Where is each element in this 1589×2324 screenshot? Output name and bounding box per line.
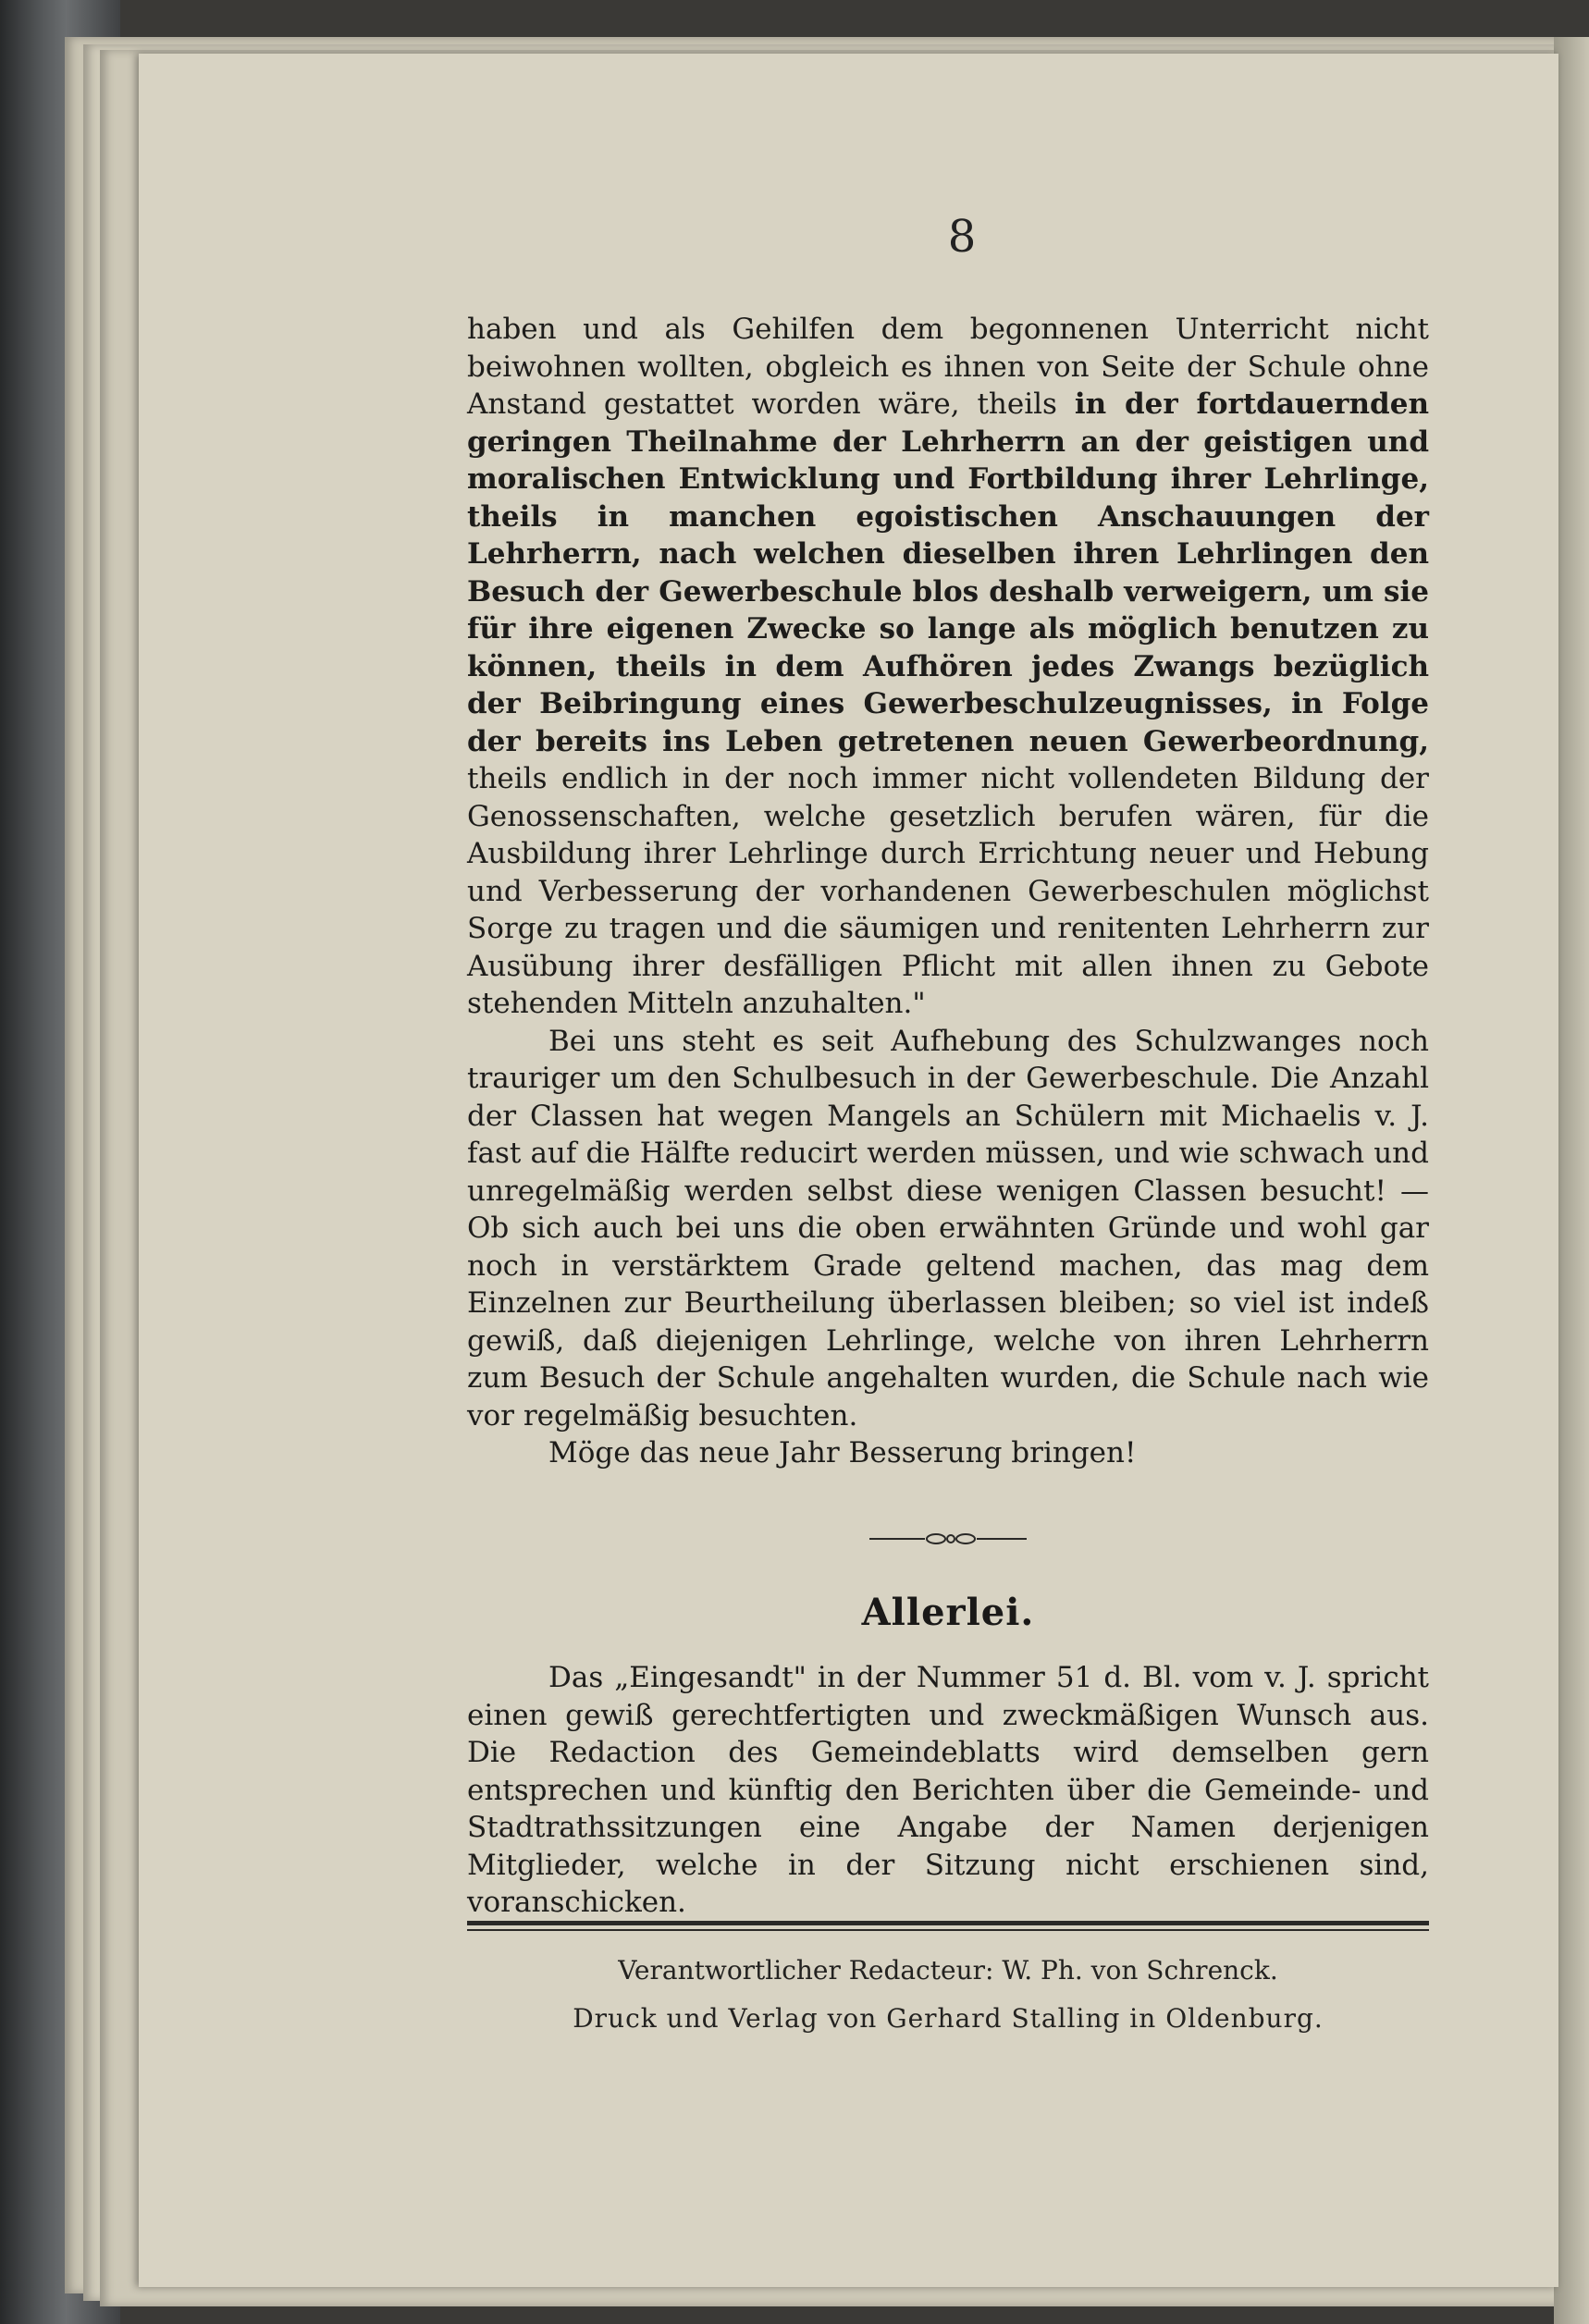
printer-line: Druck und Verlag von Gerhard Stalling in Oldenburg. <box>573 2003 1324 2034</box>
text-run: haben und als Gehilfen dem begonnenen Unterricht nicht beiwohnen wollten, obgleich es ihnen von Seite der Schule ohne Anstand gestattet worden wäre, theils <box>467 313 1429 421</box>
editor-line: Verantwortlicher Redacteur: W. Ph. von Schrenck. <box>618 1955 1278 1986</box>
paragraph: Bei uns steht es seit Aufhebung des Schulzwanges noch trauriger um den Schulbesuch in der Gewerbeschule. Die Anzahl der Classen hat wegen Mangels an Schülern mit Michaelis v. J. fast auf die Hälfte reducirt werden müssen, und wie schwach und unregelmäßig werden selbst diese wenigen Classen besucht! — Ob sich auch bei uns die oben erwähnten Gründe und wohl gar noch in verstärktem Grade geltend machen, das mag dem Einzelnen zur Beurtheilung überlassen bleiben; so viel ist indeß gewiß, daß diejenigen Lehrlinge, welche von ihren Lehrherrn zum Besuch der Schule angehalten wurden, die Schule nach wie vor regelmäßig besuchten. <box>467 1024 1429 1433</box>
text-run-bold: in der fortdauernden geringen Theilnahme der Lehrherrn an der geistigen und moralischen Entwicklung und Fortbildung ihrer Lehrlinge, theils in manchen egoistischen Anschauungen der Lehrherrn, nach welchen dieselben ihren Lehrlingen den Besuch der Gewerbeschule blos deshalb verweigern, um sie für ihre eigenen Zwecke so lange als möglich benutzen zu können, theils in dem Aufhören jedes Zwangs bezüglich der Beibringung eines Gewerbeschulzeugnisses, in Folge der bereits ins Leben getretenen neuen Gewerbeordnung, <box>467 387 1429 758</box>
footer-rule <box>467 1929 1429 1931</box>
section-heading: Allerlei. <box>861 1591 1035 1634</box>
facing-page-edge <box>1554 37 1589 2324</box>
ornament-divider <box>869 1530 1027 1548</box>
page-number: 8 <box>947 211 977 263</box>
body-text <box>467 311 1429 1472</box>
text-run: theils endlich in der noch immer nicht vollendeten Bildung der Genossenschaften, welche gesetzlich berufen wären, für die Ausbildung ihrer Lehrlinge durch Errichtung neuer und Hebung und Verbesserung der vorhandenen Gewerbeschulen möglichst Sorge zu tragen und die säumigen und renitenten Lehrherrn zur Ausübung ihrer desfälligen Pflicht mit allen ihnen zu Gebote stehenden Mitteln anzuhalten." <box>467 762 1429 1020</box>
footer-rule <box>467 1921 1429 1925</box>
paragraph-continuation <box>467 311 1429 1023</box>
section-paragraph: Das „Eingesandt" in der Nummer 51 d. Bl. vom v. J. spricht einen gewiß gerechtfertigten und zweckmäßigen Wunsch aus. Die Redaction des Gemeindeblatts wird demselben gern entsprechen und künftig den Berichten über die Gemeinde- und Stadtrathssitzungen eine Angabe der Namen derjenigen Mitglieder, welche in der Sitzung nicht erschienen sind, voranschicken. <box>467 1661 1429 1919</box>
paragraph: Möge das neue Jahr Besserung bringen! <box>548 1436 1137 1469</box>
